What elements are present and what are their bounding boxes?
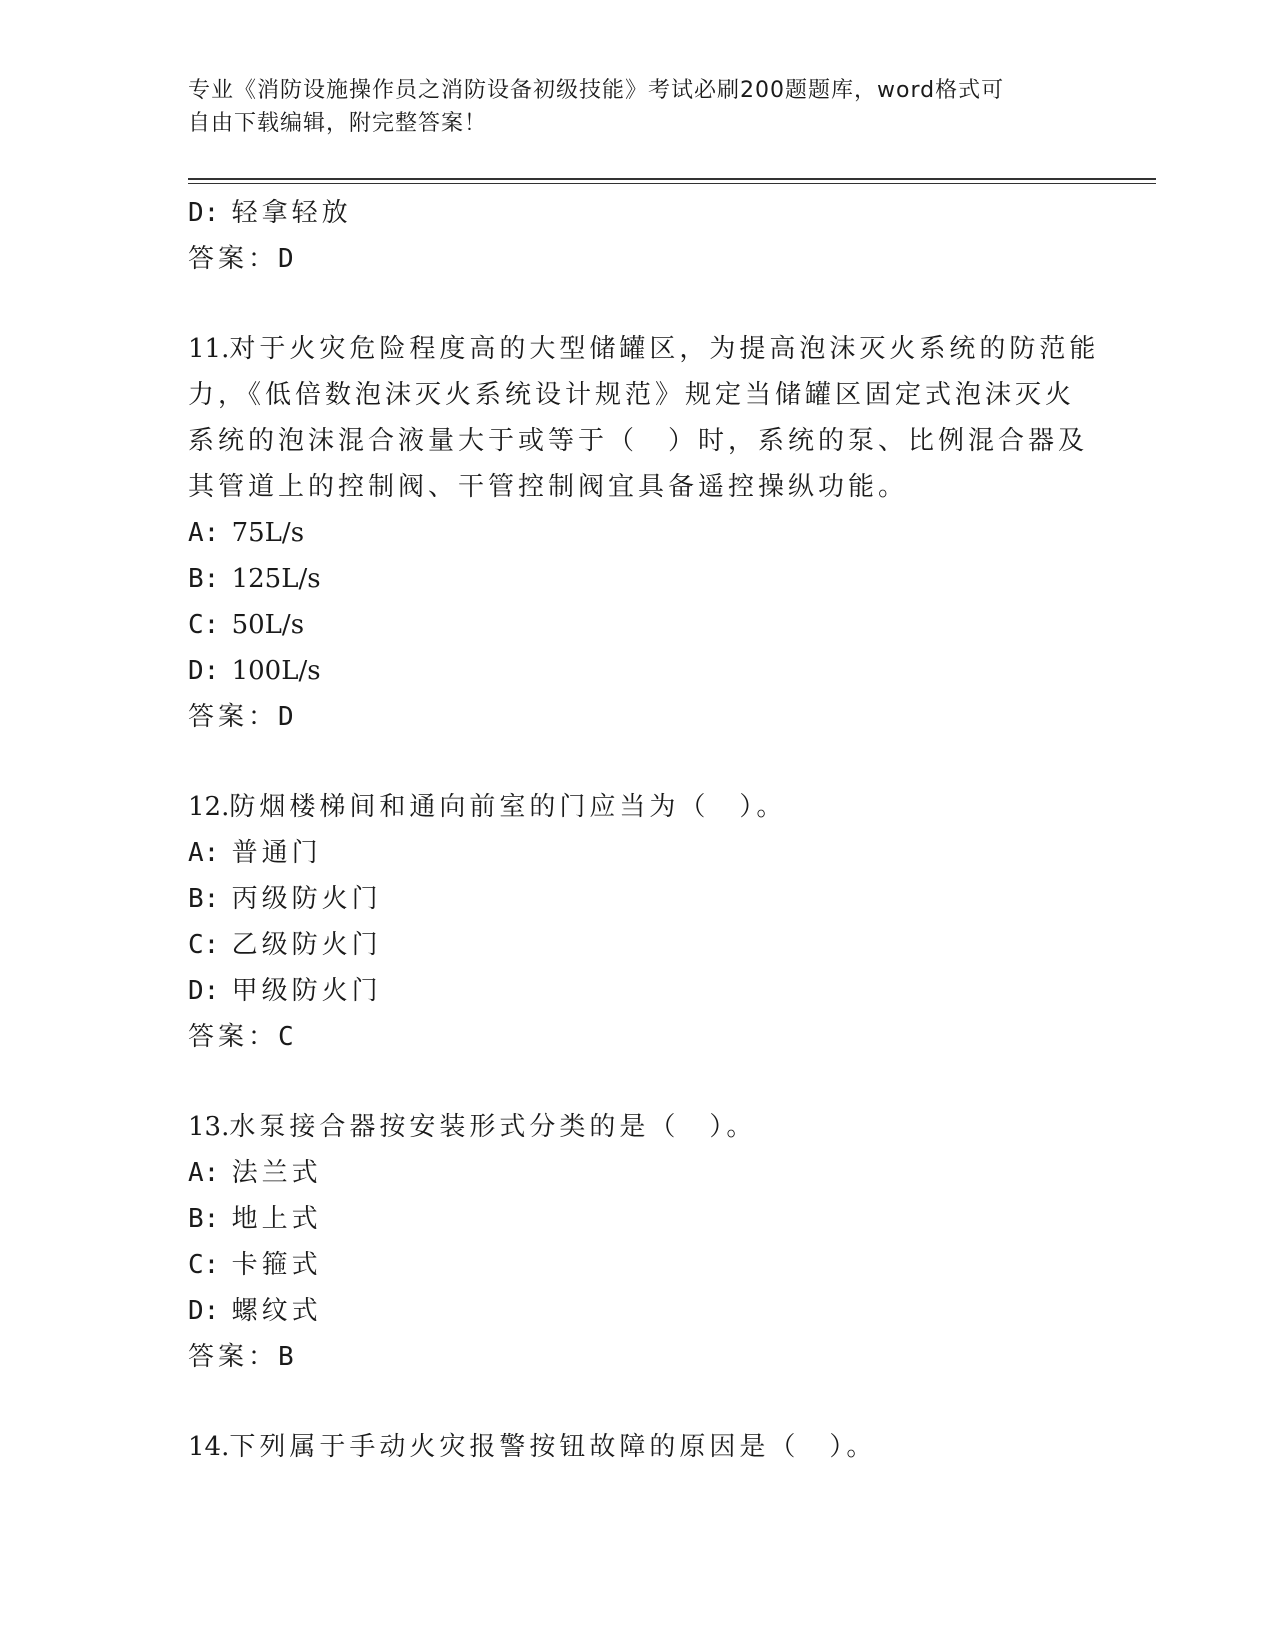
option-b: B: 地上式	[188, 1204, 322, 1234]
answer-value: D	[278, 244, 294, 274]
option-d: D: 螺纹式	[188, 1296, 322, 1326]
document-header	[188, 74, 1088, 140]
answer-value: D	[278, 702, 294, 732]
option-label: D:	[188, 198, 220, 228]
header-title-line-2: 自由下载编辑，附完整答案！	[188, 111, 488, 136]
question-12	[188, 784, 1088, 1060]
option-d: D: 100L/s	[188, 656, 321, 686]
option-c: C: 卡箍式	[188, 1250, 322, 1280]
question-text-line: 13.水泵接合器按安装形式分类的是（ ）。	[188, 1112, 757, 1142]
answer-label: 答案：	[188, 702, 279, 732]
question-number: 12.	[188, 792, 230, 822]
header-title-line-1: 专业《消防设施操作员之消防设备初级技能》考试必刷200题题库，word格式可	[188, 78, 1005, 103]
answer-label: 答案：	[188, 244, 279, 274]
document-body	[188, 190, 1100, 1470]
question-14	[188, 1424, 1088, 1470]
answer-label: 答案：	[188, 1022, 279, 1052]
option-a: A: 法兰式	[188, 1158, 322, 1188]
header-rule-thin	[188, 183, 1156, 184]
option-c: C: 50L/s	[188, 610, 305, 640]
answer-line	[188, 1334, 1088, 1380]
answer-value: B	[278, 1342, 294, 1372]
question-text-line: 11.对于火灾危险程度高的大型储罐区，为提高泡沫灭火系统的防范能	[188, 334, 1100, 364]
option-a: A: 75L/s	[188, 518, 305, 548]
question-number: 14.	[188, 1432, 230, 1462]
answer-label: 答案：	[188, 1342, 279, 1372]
question-13	[188, 1104, 1088, 1380]
question-number: 13.	[188, 1112, 230, 1142]
question-text-line: 其管道上的控制阀、干管控制阀宜具备遥控操纵功能。	[188, 472, 909, 502]
answer-line	[188, 236, 1088, 282]
answer-line	[188, 1014, 1088, 1060]
question-11	[188, 326, 1100, 740]
question-text-line: 系统的泡沫混合液量大于或等于（ ）时，系统的泵、比例混合器及	[188, 426, 1089, 456]
header-rule-thick	[188, 178, 1156, 180]
question-text-line: 14.下列属于手动火灾报警按钮故障的原因是（ ）。	[188, 1432, 877, 1462]
option-d	[188, 190, 1088, 236]
question-text-line: 12.防烟楼梯间和通向前室的门应当为（ ）。	[188, 792, 787, 822]
option-c: C: 乙级防火门	[188, 930, 382, 960]
option-b: B: 丙级防火门	[188, 884, 382, 914]
question-number: 11.	[188, 334, 230, 364]
question-text-line: 力，《低倍数泡沫灭火系统设计规范》规定当储罐区固定式泡沫灭火	[188, 380, 1076, 410]
answer-line	[188, 694, 1088, 740]
option-text: 轻拿轻放	[231, 198, 352, 228]
option-d: D: 甲级防火门	[188, 976, 382, 1006]
answer-value: C	[278, 1022, 294, 1052]
option-a: A: 普通门	[188, 838, 322, 868]
option-b: B: 125L/s	[188, 564, 321, 594]
